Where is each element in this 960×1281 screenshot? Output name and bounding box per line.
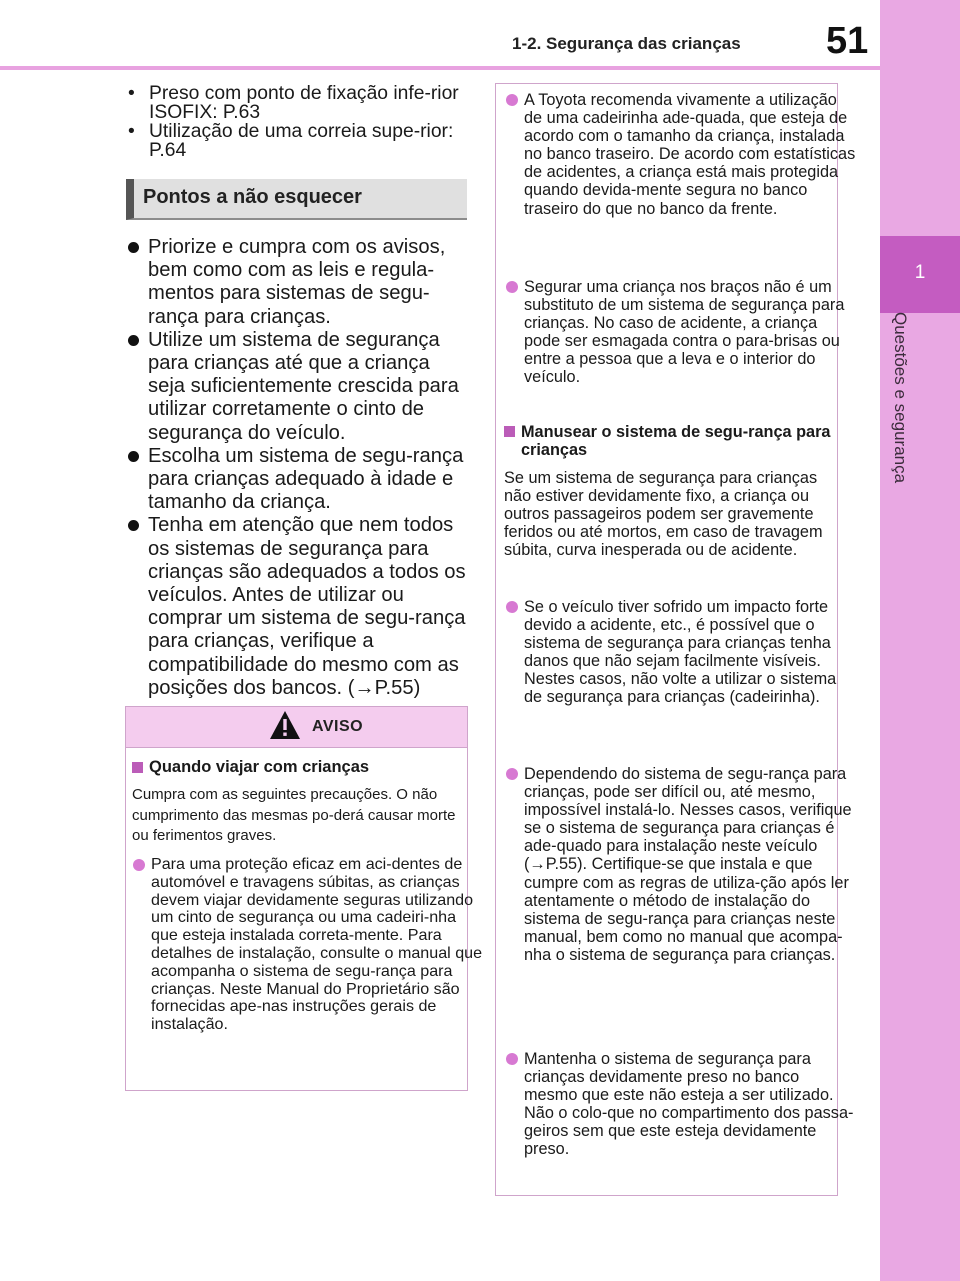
note-item: Segurar uma criança nos braços não é um substituto de um sistema de segurança para crianças. No caso de acidente, a criança pode ser esmagada contra o para-brisas ou entre a pessoa que a leva e o interior do veículo.	[504, 278, 856, 387]
point-item: Priorize e cumpra com os avisos, bem como com as leis e regula-mentos para sistemas de segu-rança para crianças.	[126, 236, 470, 329]
warning-subheading: Quando viajar com crianças	[132, 759, 479, 776]
header-divider	[0, 66, 880, 70]
chapter-side-tab	[880, 0, 960, 1281]
running-header: 1-2. Segurança das crianças	[512, 34, 741, 53]
warning-intro: Cumpra com as seguintes precauções. O não cumprimento das mesmas po-derá causar morte ou ferimentos graves.	[132, 786, 456, 844]
points-list	[126, 236, 470, 700]
notes-box	[495, 83, 856, 1196]
chapter-number: 1	[914, 262, 926, 283]
chapter-title: Questões e segurança	[891, 312, 910, 484]
section-heading	[126, 179, 467, 220]
point-item: Escolha um sistema de segu-rança para crianças adequado à idade e tamanho da criança.	[126, 445, 470, 515]
note-item: Mantenha o sistema de segurança para crianças devidamente preso no banco mesmo que este não esteja a ser utilizado. Não o colo-que no compartimento dos passa-geiros sem que este esteja devidamente preso.	[504, 1050, 856, 1159]
reference-list	[126, 84, 468, 160]
reference-item: • Preso com ponto de fixação infe-rior ISOFIX: P.63	[126, 84, 468, 122]
point-item: Utilize um sistema de segurança para crianças até que a criança seja suficientemente crescida para utilizar corretamente o cinto de segurança do veículo.	[126, 329, 470, 445]
warning-label: AVISO	[312, 718, 364, 735]
reference-item: • Utilização de uma correia supe-rior: P.64	[126, 122, 468, 160]
note-item: Se o veículo tiver sofrido um impacto forte devido a acidente, etc., é possível que o sistema de segurança para crianças tenha danos que não sejam facilmente visíveis. Nestes casos, não volte a utilizar o sistema de segurança para crianças (cadeirinha).	[504, 598, 856, 707]
note-subheading: Manusear o sistema de segu-rança para crianças	[504, 423, 853, 459]
page-number: 51	[826, 20, 869, 62]
note-item: A Toyota recomenda vivamente a utilização de uma cadeirinha ade-quada, que esteja de acordo com o tamanho da criança, instalada no banco traseiro. De acordo com estatísticas de acidentes, a criança está mais protegida quando devida-mente segura no banco traseiro do que no banco da frente.	[504, 91, 856, 218]
warning-triangle-icon	[269, 710, 301, 740]
note-paragraph: Se um sistema de segurança para crianças não estiver devidamente fixo, a criança ou outros passageiros podem ser gravemente feridos ou até mortos, em caso de travagem súbita, curva inesperada ou de acidente.	[504, 469, 823, 560]
point-item: Tenha em atenção que nem todos os sistemas de segurança para crianças são adequados a todos os veículos. Antes de utilizar ou comprar um sistema de segu-rança para crianças, verifique a compatibilidade do mesmo com as posições dos bancos. (→P.55)	[126, 514, 470, 700]
warning-item: Para uma proteção eficaz em aci-dentes de automóvel e travagens súbitas, as crianças devem viajar devidamente seguras utilizando um cinto de segurança ou uma cadeiri-nha que esteja instalada correta-mente. Para detalhes de instalação, consulte o manual que acompanha o sistema de segu-rança para crianças. Neste Manual do Proprietário são fornecidas ape-nas instruções gerais de instalação.	[131, 856, 487, 1034]
note-item: Dependendo do sistema de segu-rança para crianças, pode ser difícil ou, até mesmo, impossível instalá-lo. Nesses casos, verifique se o sistema de segurança para crianças é ade-quado para instalação neste veículo (→P.55). Certifique-se que instala e que cumpre com as regras de utiliza-ção após ler atentamente o método de instalação do sistema de segu-rança para crianças neste manual, bem como no manual que acompa-nha o sistema de segurança para crianças.	[504, 765, 856, 964]
warning-header	[126, 707, 467, 748]
section-title: Pontos a não esquecer	[143, 186, 362, 208]
left-column	[126, 84, 468, 160]
